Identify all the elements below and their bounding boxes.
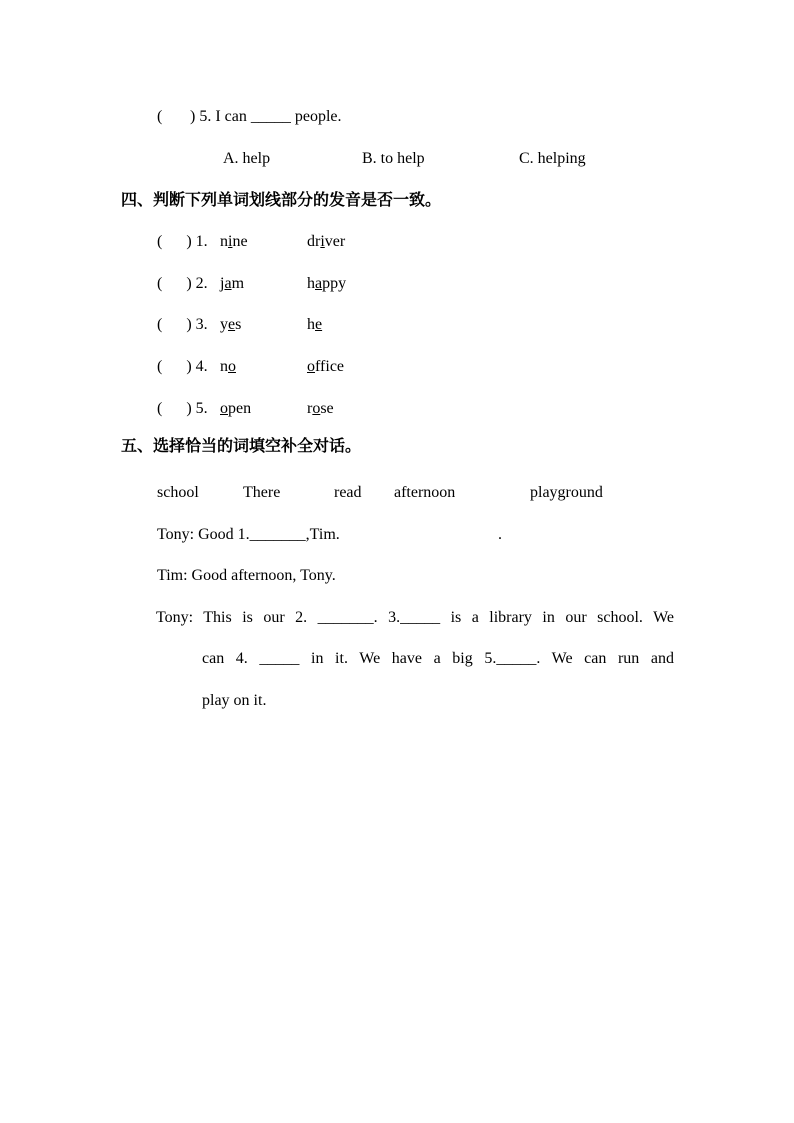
word-part: se bbox=[320, 400, 334, 417]
word-part: n bbox=[220, 233, 228, 250]
dialogue-line-1: Tony: Good 1._______,Tim. bbox=[157, 526, 340, 543]
dialogue-line-3c: play on it. bbox=[202, 692, 267, 709]
option-b: B. to help bbox=[362, 150, 425, 167]
section5-heading: 五、选择恰当的词填空补全对话。 bbox=[121, 436, 362, 455]
underlined-letter: o bbox=[307, 358, 315, 375]
word-part: pen bbox=[228, 400, 252, 417]
word-bank-playground: playground bbox=[530, 484, 603, 501]
item-number: ( ) 3. bbox=[157, 316, 208, 333]
q5-question: ) 5. I can _____ people. bbox=[190, 108, 342, 125]
dialogue-line-3b: can 4. _____ in it. We have a big 5._____. We can run and bbox=[202, 650, 674, 667]
item-number: ( ) 4. bbox=[157, 358, 208, 375]
word-second bbox=[307, 357, 344, 377]
word-bank-school: school bbox=[157, 484, 199, 501]
word-bank-read: read bbox=[334, 484, 362, 501]
word-part: dr bbox=[307, 233, 321, 250]
word-part: y bbox=[220, 316, 228, 333]
dialogue-line-3a: Tony: This is our 2. _______. 3._____ is a library in our school. We bbox=[156, 609, 674, 626]
underlined-letter: e bbox=[315, 316, 323, 333]
word-second bbox=[307, 232, 345, 252]
word-part: h bbox=[307, 275, 315, 292]
underlined-letter: a bbox=[315, 275, 323, 292]
item-number: ( ) 2. bbox=[157, 275, 208, 292]
word-part: ffice bbox=[315, 358, 345, 375]
item-number: ( ) 5. bbox=[157, 400, 208, 417]
dialogue-line-2: Tim: Good afternoon, Tony. bbox=[157, 567, 336, 584]
word-second bbox=[307, 274, 346, 294]
word-first bbox=[220, 232, 248, 252]
option-c: C. helping bbox=[519, 150, 586, 167]
word-first bbox=[220, 399, 251, 419]
underlined-letter: o bbox=[228, 358, 236, 375]
section4-heading: 四、判断下列单词划线部分的发音是否一致。 bbox=[121, 190, 442, 209]
dialogue-stray-dot: . bbox=[498, 526, 502, 543]
item-number: ( ) 1. bbox=[157, 233, 208, 250]
word-part: j bbox=[220, 275, 225, 292]
word-first bbox=[220, 274, 244, 294]
word-part: ppy bbox=[322, 275, 347, 292]
word-part: s bbox=[235, 316, 242, 333]
word-first bbox=[220, 315, 241, 335]
word-bank-there: There bbox=[243, 484, 281, 501]
word-part: h bbox=[307, 316, 315, 333]
underlined-letter: o bbox=[312, 400, 321, 417]
underlined-letter: o bbox=[220, 400, 228, 417]
word-second bbox=[307, 399, 334, 419]
q5-paren: ( bbox=[157, 108, 163, 125]
underlined-letter: e bbox=[228, 316, 236, 333]
option-a: A. help bbox=[223, 150, 271, 167]
word-part: n bbox=[220, 358, 228, 375]
word-first bbox=[220, 357, 236, 377]
word-second bbox=[307, 315, 322, 335]
word-part: m bbox=[231, 275, 245, 292]
underlined-letter: a bbox=[224, 275, 232, 292]
underlined-letter: i bbox=[320, 233, 325, 250]
word-part: ver bbox=[324, 233, 346, 250]
word-part: r bbox=[307, 400, 313, 417]
word-part: ne bbox=[232, 233, 248, 250]
word-bank-afternoon: afternoon bbox=[394, 484, 456, 501]
underlined-letter: i bbox=[228, 233, 233, 250]
